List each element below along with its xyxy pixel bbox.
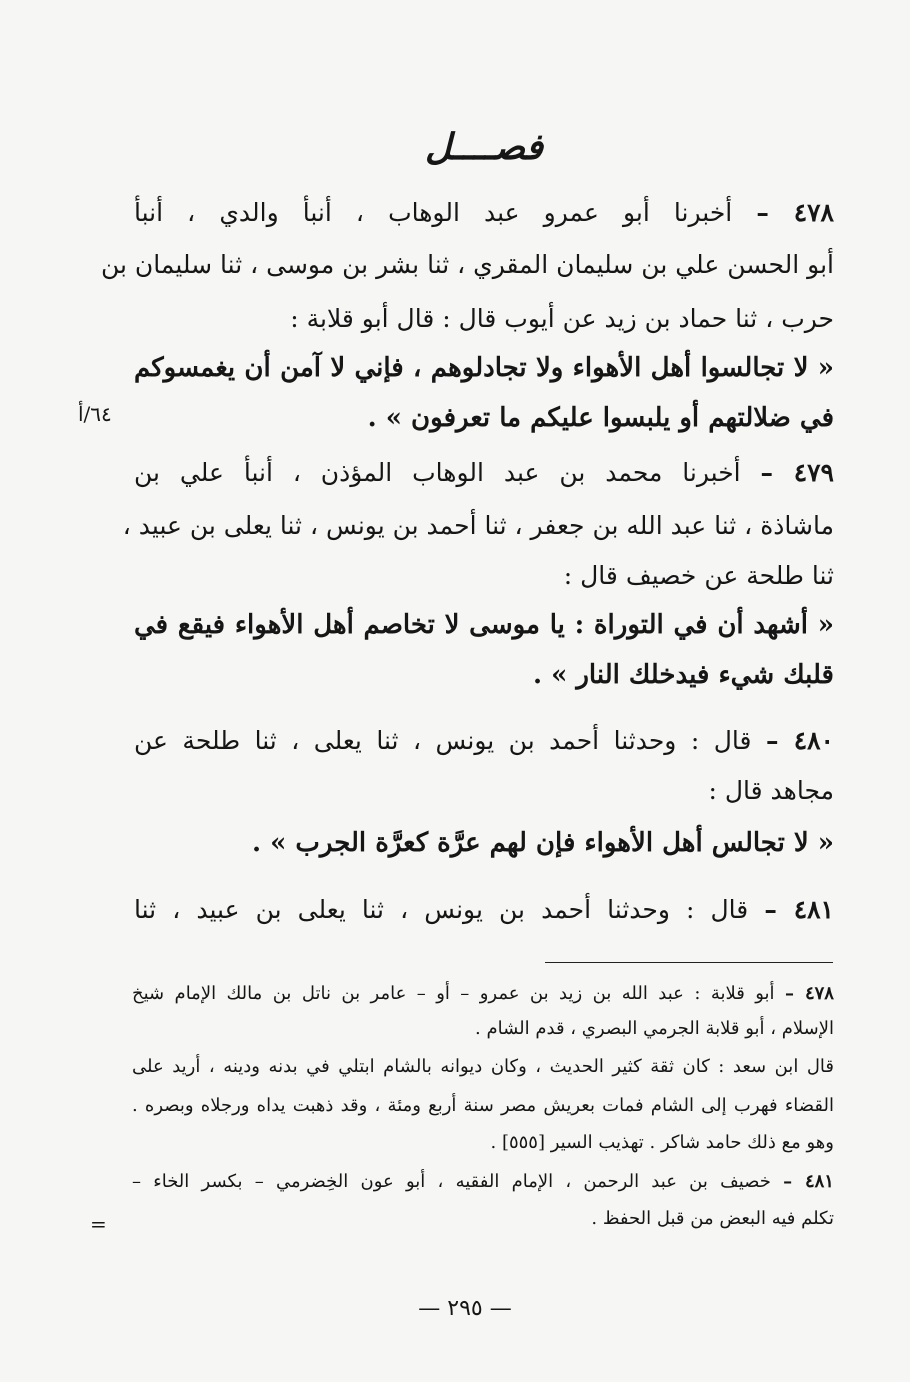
section-title: فصــــل — [425, 126, 543, 168]
line-text: قال : وحدثنا أحمد بن يونس ، ثنا يعلى بن عبيد ، ثنا — [134, 895, 749, 924]
text-line — [134, 662, 834, 688]
line-text: ثنا طلحة عن خصيف قال : — [563, 561, 834, 590]
text-line — [134, 728, 834, 753]
footnote-text: الإسلام ، أبو قلابة الجرمي البصري ، قدم الشام . — [475, 1018, 834, 1039]
paragraph-number: ٤٨٠ – — [765, 726, 834, 755]
text-line — [134, 897, 834, 922]
footnote-line — [132, 1210, 834, 1228]
footnote-number: ٤٧٨ – — [785, 983, 834, 1004]
line-text: أخبرنا أبو عمرو عبد الوهاب ، أنبأ والدي ، أنبأ — [134, 198, 733, 227]
line-text: أبو الحسن علي بن سليمان المقري ، ثنا بشر بن موسى ، ثنا سليمان بن — [100, 250, 834, 279]
footnote-text: أبو قلابة : عبد الله بن زيد بن عمرو – أو – عامر بن ناتل بن مالك الإمام شيخ — [132, 983, 775, 1004]
footnote-text: تكلم فيه البعض من قبل الحفظ . — [591, 1208, 834, 1229]
line-text: في ضلالتهم أو يلبسوا عليكم ما تعرفون » . — [367, 403, 834, 433]
text-line — [134, 778, 834, 803]
text-line — [134, 306, 834, 331]
line-text: أخبرنا محمد بن عبد الوهاب المؤذن ، أنبأ علي بن — [134, 458, 741, 487]
footnote-line — [132, 1020, 834, 1038]
footnote-separator — [545, 962, 833, 963]
line-text: حرب ، ثنا حماد بن زيد عن أيوب قال : قال أبو قلابة : — [290, 304, 834, 333]
footnote-continuation-mark: = — [90, 1212, 107, 1236]
text-line — [134, 612, 834, 638]
paragraph-number: ٤٧٨ – — [756, 198, 834, 227]
line-text: قلبك شيء فيدخلك النار » . — [532, 660, 834, 690]
line-text: قال : وحدثنا أحمد بن يونس ، ثنا يعلى ، ثنا طلحة عن — [134, 726, 752, 755]
text-line — [134, 460, 834, 485]
line-text: « أشهد أن في التوراة : يا موسى لا تخاصم أهل الأهواء فيقع في — [134, 610, 834, 640]
footnote-line — [132, 1173, 834, 1191]
paragraph-number: ٤٧٩ – — [760, 458, 834, 487]
footnote-line — [132, 1097, 834, 1115]
text-line — [134, 563, 834, 588]
footnote-text: خصيف بن عبد الرحمن ، الإمام الفقيه ، أبو عون الخِضرمي – بكسر الخاء – — [132, 1171, 771, 1192]
text-line — [134, 200, 834, 225]
line-text: مجاهد قال : — [708, 776, 834, 805]
footnote-text: وهو مع ذلك حامد شاكر . تهذيب السير [٥٥٥] . — [490, 1132, 834, 1153]
footnote-line — [132, 1058, 834, 1076]
text-line — [134, 405, 834, 431]
line-text: ماشاذة ، ثنا عبد الله بن جعفر ، ثنا أحمد بن يونس ، ثنا يعلى بن عبيد ، — [122, 511, 834, 540]
footnote-line — [132, 985, 834, 1003]
footnote-line — [132, 1134, 834, 1152]
footnote-text: القضاء فهرب إلى الشام فمات بعريش مصر سنة أربع ومئة ، وقد ذهبت يداه ورجلاه وبصره . — [132, 1095, 834, 1116]
footnote-text: قال ابن سعد : كان ثقة كثير الحديث ، وكان ديوانه بالشام ابتلي في بدنه ودينه ، أريد على — [132, 1056, 834, 1077]
manuscript-folio-note: ٦٤/أ — [78, 402, 112, 426]
text-line — [122, 511, 834, 540]
line-text: « لا تجالسوا أهل الأهواء ولا تجادلوهم ، فإني لا آمن أن يغمسوكم — [134, 353, 834, 383]
page-number: — ٢٩٥ — — [418, 1296, 512, 1321]
text-line — [100, 250, 834, 279]
paragraph-number: ٤٨١ – — [764, 895, 834, 924]
text-line — [134, 355, 834, 381]
footnote-number: ٤٨١ – — [783, 1171, 834, 1192]
line-text: « لا تجالس أهل الأهواء فإن لهم عرَّة كعرَّة الجرب » . — [251, 828, 834, 858]
text-line — [134, 830, 834, 856]
